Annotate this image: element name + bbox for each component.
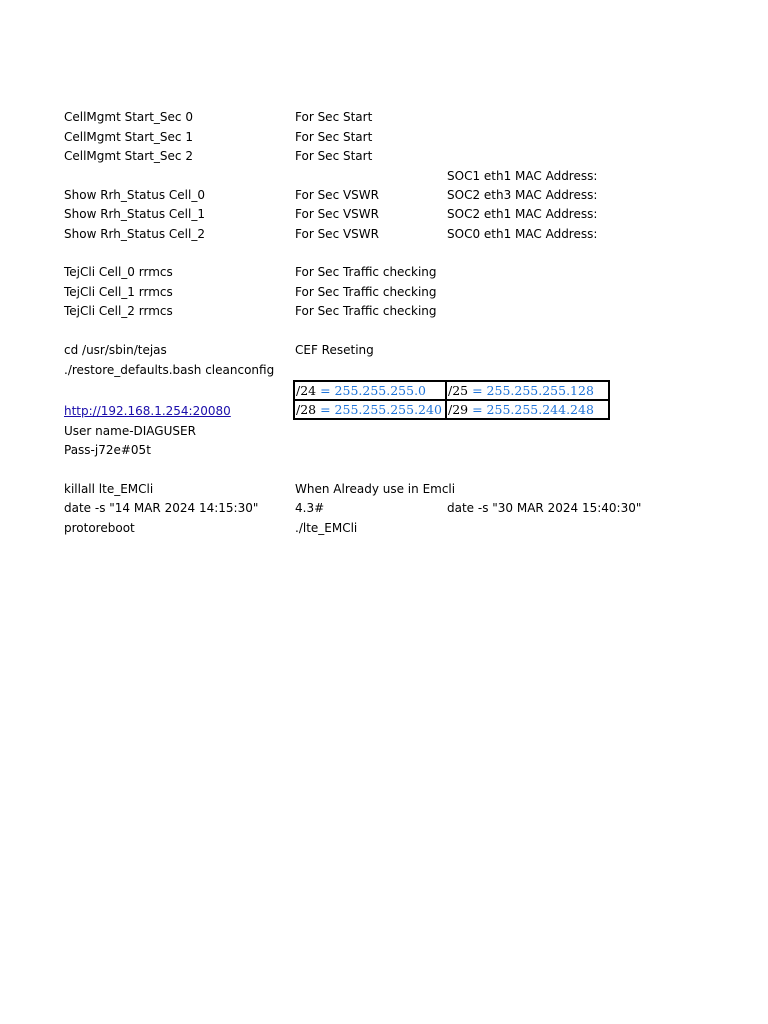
subnet-mask-cell [446,381,609,400]
subnet-prefix: /24 [296,382,317,398]
cell-rrh-status-cell0: Show Rrh_Status Cell_0 [64,188,205,202]
cell-tejcli-cell2: TejCli Cell_2 rrmcs [64,304,173,318]
cell-cef-reseting: CEF Reseting [295,343,374,357]
subnet-mask-value: = 255.255.255.128 [468,382,594,398]
subnet-mask-value: = 255.255.244.248 [468,401,594,417]
cell-cd-tejas: cd /usr/sbin/tejas [64,343,167,357]
cell-protoreboot: protoreboot [64,521,135,535]
cell-tejcli-cell1-note: For Sec Traffic checking [295,285,437,299]
cell-tejcli-cell0: TejCli Cell_0 rrmcs [64,265,173,279]
cell-prompt: 4.3# [295,501,325,515]
cell-rrh-status-cell0-note: For Sec VSWR [295,188,380,202]
subnet-mask-row [294,381,609,400]
cell-cellmgmt-sec1: CellMgmt Start_Sec 1 [64,130,193,144]
cell-soc2-eth3-mac: SOC2 eth3 MAC Address: [447,188,598,202]
cell-date-cmd-2: date -s "30 MAR 2024 15:40:30" [447,501,642,515]
cell-cellmgmt-sec1-note: For Sec Start [295,130,373,144]
cell-rrh-status-cell1: Show Rrh_Status Cell_1 [64,207,205,221]
cell-rrh-status-cell2-note: For Sec VSWR [295,227,380,241]
subnet-mask-value: = 255.255.255.0 [316,382,426,398]
cell-tejcli-cell1: TejCli Cell_1 rrmcs [64,285,173,299]
diag-url-link[interactable]: http://192.168.1.254:20080 [64,404,231,418]
cell-username: User name-DIAGUSER [64,424,196,438]
cell-soc1-mac: SOC1 eth1 MAC Address: [447,169,598,183]
cell-cellmgmt-sec0: CellMgmt Start_Sec 0 [64,110,193,124]
cell-tejcli-cell0-note: For Sec Traffic checking [295,265,437,279]
cell-killall-emcli: killall lte_EMCli [64,482,154,496]
cell-cellmgmt-sec2: CellMgmt Start_Sec 2 [64,149,193,163]
subnet-prefix: /25 [448,382,469,398]
cell-lte-emcli: ./lte_EMCli [295,521,358,535]
subnet-mask-cell [294,381,446,400]
cell-cellmgmt-sec0-note: For Sec Start [295,110,373,124]
cell-cellmgmt-sec2-note: For Sec Start [295,149,373,163]
cell-password: Pass-j72e#05t [64,443,151,457]
subnet-mask-cell [294,400,446,419]
cell-tejcli-cell2-note: For Sec Traffic checking [295,304,437,318]
subnet-mask-cell [446,400,609,419]
cell-rrh-status-cell1-note: For Sec VSWR [295,207,380,221]
subnet-mask-row [294,400,609,419]
cell-soc0-eth1-mac: SOC0 eth1 MAC Address: [447,227,598,241]
cell-soc2-eth1-mac: SOC2 eth1 MAC Address: [447,207,598,221]
subnet-mask-value: = 255.255.255.240 [316,401,442,417]
cell-emcli-note: When Already use in Emcli [295,482,456,496]
subnet-prefix: /28 [296,401,317,417]
cell-restore-defaults: ./restore_defaults.bash cleanconfig [64,363,275,377]
subnet-prefix: /29 [448,401,469,417]
cell-rrh-status-cell2: Show Rrh_Status Cell_2 [64,227,205,241]
subnet-mask-table [293,380,610,420]
cell-date-cmd-1: date -s "14 MAR 2024 14:15:30" [64,501,259,515]
